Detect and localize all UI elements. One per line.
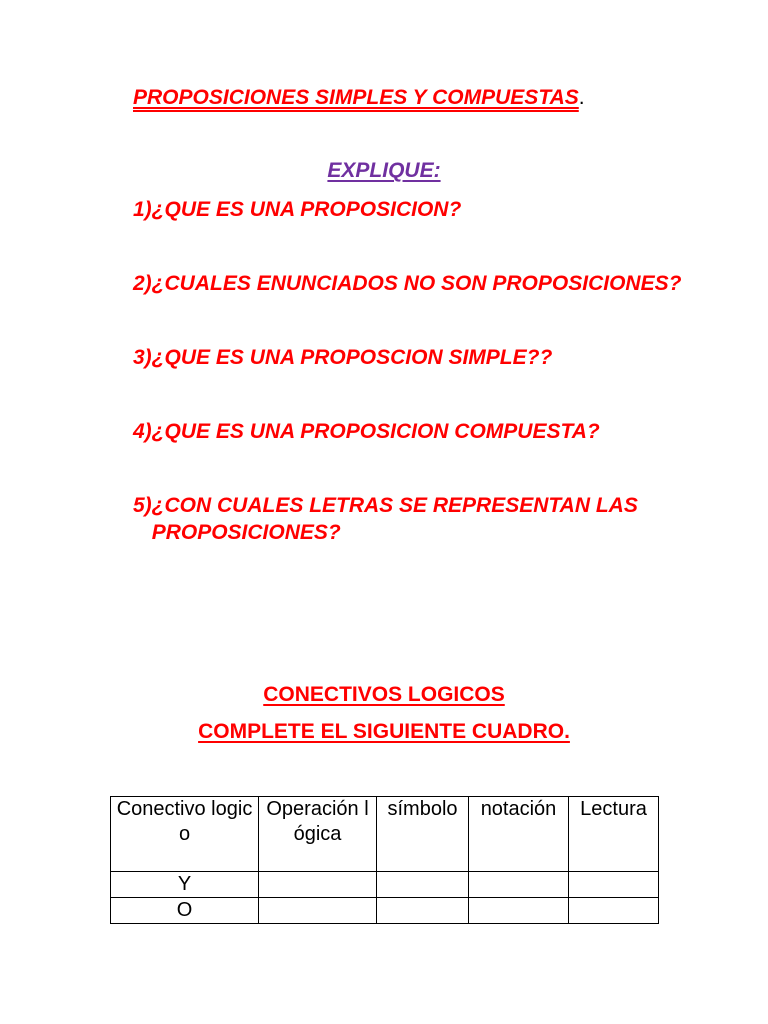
question-item <box>133 492 693 546</box>
table-cell <box>259 898 377 924</box>
question-number: 2) <box>133 272 152 295</box>
table-cell: O <box>111 898 259 924</box>
question-item <box>133 270 693 297</box>
question-number: 1) <box>133 198 152 221</box>
header-lectura: Lectura <box>569 797 659 872</box>
question-text: ¿QUE ES UNA PROPOSICION COMPUESTA? <box>151 420 600 443</box>
question-number: 5) <box>133 494 152 517</box>
header-conectivo: Conectivo logico <box>111 797 259 872</box>
question-text: ¿QUE ES UNA PROPOSCION SIMPLE?? <box>151 346 553 369</box>
explique-heading: EXPLIQUE: <box>327 159 441 182</box>
table-cell <box>259 872 377 898</box>
title-text: PROPOSICIONES SIMPLES Y COMPUESTAS <box>133 86 579 109</box>
question-item <box>133 418 693 445</box>
question-number: 3) <box>133 346 152 369</box>
table-cell <box>377 872 469 898</box>
table-header-row <box>111 797 659 872</box>
table-cell <box>469 898 569 924</box>
question-number: 4) <box>133 420 152 443</box>
header-operacion: Operación lógica <box>259 797 377 872</box>
question-item <box>133 344 693 371</box>
question-text: ¿QUE ES UNA PROPOSICION? <box>151 198 462 221</box>
connectives-table <box>110 796 659 924</box>
table-row <box>111 898 659 924</box>
table-cell <box>569 872 659 898</box>
header-simbolo: símbolo <box>377 797 469 872</box>
question-text: ¿CON CUALES LETRAS SE REPRESENTAN LAS PROPOSICIONES? <box>151 494 638 544</box>
table-cell <box>569 898 659 924</box>
table-cell: Y <box>111 872 259 898</box>
question-item <box>133 196 693 223</box>
document-title <box>133 86 585 110</box>
table-row <box>111 872 659 898</box>
title-period: . <box>578 86 585 109</box>
table-cell <box>377 898 469 924</box>
section-instruction: COMPLETE EL SIGUIENTE CUADRO. <box>198 720 570 743</box>
header-notacion: notación <box>469 797 569 872</box>
question-text: ¿CUALES ENUNCIADOS NO SON PROPOSICIONES? <box>151 272 682 295</box>
section-title: CONECTIVOS LOGICOS <box>263 683 505 706</box>
question-list <box>133 196 693 593</box>
table-cell <box>469 872 569 898</box>
